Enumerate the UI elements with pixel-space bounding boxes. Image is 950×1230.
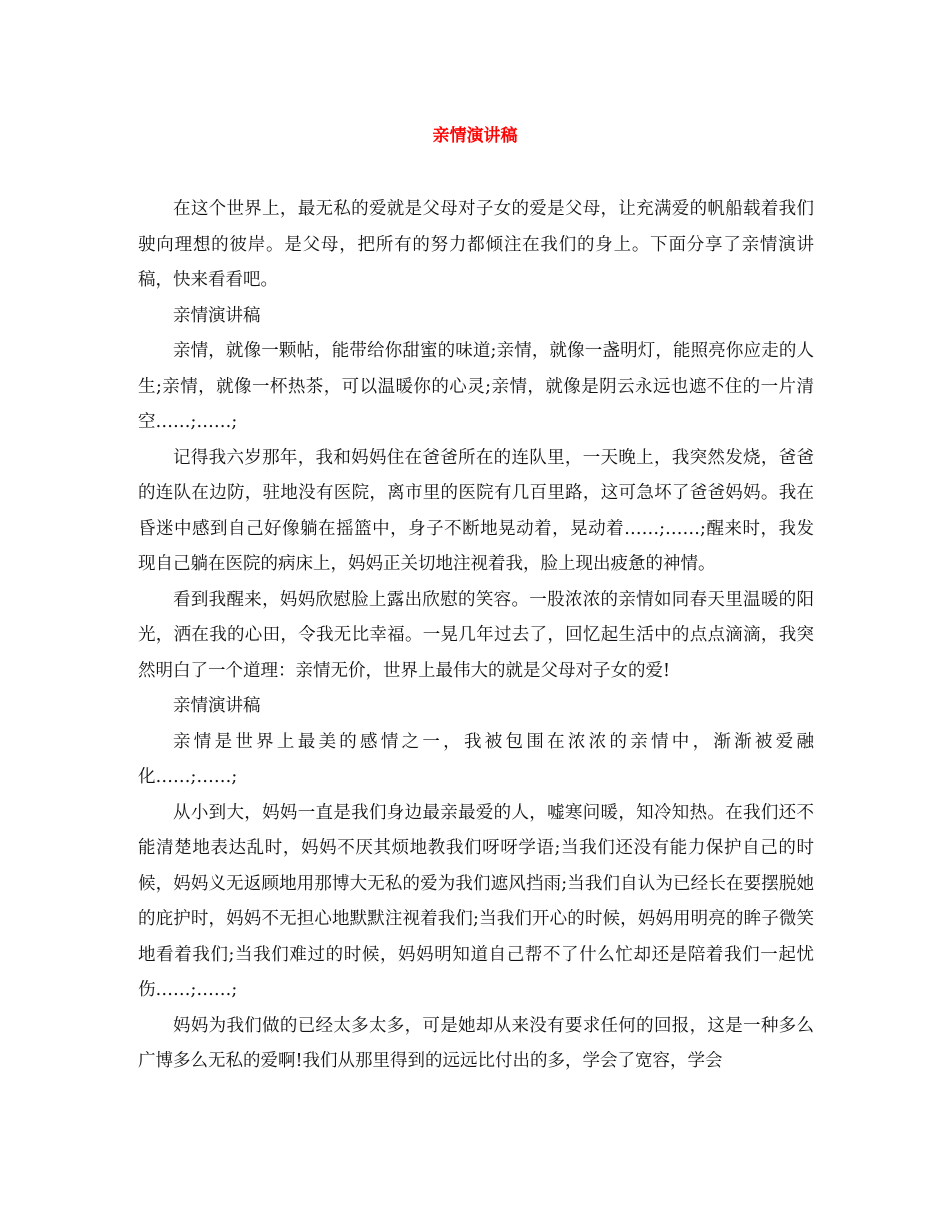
section-heading: 亲情演讲稿 [173,305,261,326]
section-heading: 亲情演讲稿 [173,696,261,716]
body-paragraph: 记得我六岁那年，我和妈妈住在爸爸所在的连队里，一天晚上，我突然发烧，爸爸的连队在边防，驻地没有医院，离市里的医院有几百里路，这可急坏了爸爸妈妈。我在昏迷中感到自己好像躺在摇篮中，身子不断地晃动着，晃动着……;……;醒来时，我发现自己躺在医院的病床上，妈妈正关切地注视着我，脸上现出疲惫的神情。 [138,447,814,574]
document-title: 亲情演讲稿 [432,126,518,146]
body-paragraph: 从小到大，妈妈一直是我们身边最亲最爱的人，嘘寒问暖，知冷知热。在我们还不能清楚地表达乱时，妈妈不厌其烦地教我们呀呀学语;当我们还没有能力保护自己的时候，妈妈义无返顾地用那博大无私的爱为我们遮风挡雨;当我们自认为已经长在要摆脱她的庇护时，妈妈不无担心地默默注视着我们;当我们开心的时候，妈妈用明亮的眸子微笑地看着我们;当我们难过的时候，妈妈明知道自己帮不了什么忙却还是陪着我们一起忧伤……;……; [138,802,814,1000]
document-body [138,192,814,1080]
body-paragraph: 妈妈为我们做的已经太多太多，可是她却从来没有要求任何的回报，这是一种多么广博多么无私的爱啊!我们从那里得到的远远比付出的多，学会了宽容，学会 [138,1015,814,1071]
intro-paragraph: 在这个世界上，最无私的爱就是父母对子女的爱是父母，让充满爱的帆船载着我们驶向理想的彼岸。是父母，把所有的努力都倾注在我们的身上。下面分享了亲情演讲稿，快来看看吧。 [138,199,814,290]
body-paragraph: 亲情，就像一颗帖，能带给你甜蜜的味道;亲情，就像一盏明灯，能照亮你应走的人生;亲情，就像一杯热茶，可以温暖你的心灵;亲情，就像是阴云永远也遮不住的一片清空……;……; [138,341,814,432]
body-paragraph: 看到我醒来，妈妈欣慰脸上露出欣慰的笑容。一股浓浓的亲情如同春天里温暖的阳光，洒在我的心田，令我无比幸福。一晃几年过去了，回忆起生活中的点点滴滴，我突然明白了一个道理：亲情无价，世界上最伟大的就是父母对子女的爱! [138,589,814,681]
body-paragraph: 亲情是世界上最美的感情之一，我被包围在浓浓的亲情中，渐渐被爱融化……;……; [138,731,814,787]
